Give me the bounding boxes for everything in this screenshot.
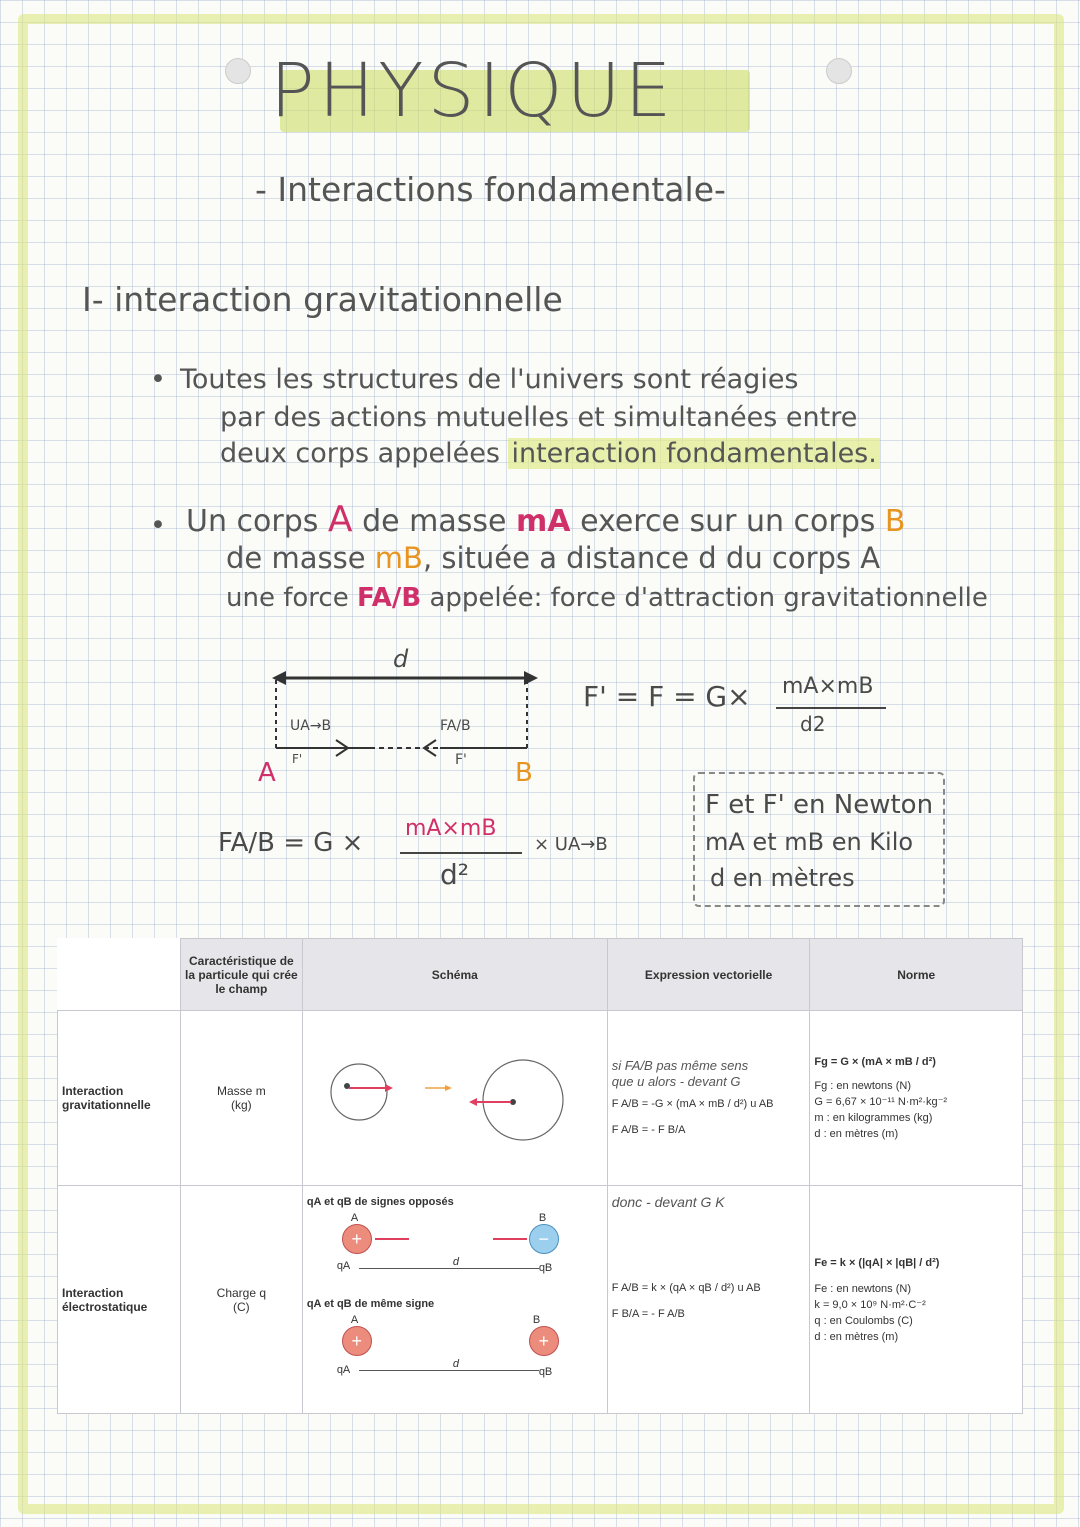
schema-opposite <box>307 1210 603 1290</box>
norm-elec-formula: Fe = k × (|qA| × |qB| / d²) <box>814 1256 940 1269</box>
hand-note-grav2: que u alors - devant G <box>611 1074 741 1089</box>
diagram-d-label: d <box>393 645 409 673</box>
label-d: d <box>452 1358 459 1370</box>
formula1-bar <box>776 707 886 709</box>
norm-elec-l1: Fe : en newtons (N) <box>814 1282 911 1295</box>
label-qa: qA <box>336 1260 351 1272</box>
table-row <box>58 1186 1023 1414</box>
units-note-line2: mA et mB en Kilo <box>705 828 914 856</box>
mass-b <box>483 1060 563 1140</box>
charge-b-positive: + <box>529 1326 559 1356</box>
label-d: d <box>452 1256 459 1268</box>
bullet2-line1 <box>186 499 906 540</box>
table-header-row <box>58 939 1023 1011</box>
header-norm: Norme <box>810 939 1023 1011</box>
diagram-fprime-left: F' <box>292 752 303 766</box>
bullet2-FAB: FA/B <box>356 583 422 613</box>
expr-elec1: F A/B = k × (qA × qB / d²) u AB <box>611 1282 761 1294</box>
diagram-fprime-right: F' <box>455 752 467 768</box>
reference-table <box>57 938 1023 1414</box>
formula2-numerator: mA×mB <box>405 816 497 841</box>
arrow-icon <box>469 1098 477 1106</box>
row-name-grav: Interaction gravitationnelle <box>58 1011 181 1186</box>
cell-expr-grav <box>607 1011 810 1186</box>
char-elec-unit: (C) <box>233 1299 250 1314</box>
label-b: B <box>532 1314 541 1326</box>
header-characteristic: Caractéristique de la particule qui crée le champ <box>180 939 302 1011</box>
cell-norm-elec <box>810 1186 1023 1414</box>
arrow-left-icon <box>272 671 286 685</box>
label-qa: qA <box>336 1364 351 1376</box>
norm-elec-l2: k = 9,0 × 10⁹ N·m²·C⁻² <box>814 1298 926 1311</box>
diagram-fab-label: FA/B <box>440 718 471 734</box>
table-row <box>58 1011 1023 1186</box>
char-grav: Masse m <box>217 1084 266 1098</box>
bullet1-line2: par des actions mutuelles et simultanées entre <box>220 402 858 433</box>
expr-grav2: F A/B = - F B/A <box>611 1124 686 1136</box>
punch-hole-icon <box>826 58 852 84</box>
punch-hole-icon <box>225 58 251 84</box>
charge-a-positive: + <box>342 1326 372 1356</box>
mass-a <box>331 1064 387 1120</box>
bullet1-line3 <box>220 436 880 472</box>
charge-a-positive: + <box>342 1224 372 1254</box>
label-same-sign: qA et qB de même signe <box>306 1298 435 1310</box>
label-b: B <box>538 1212 547 1224</box>
bullet2-text: exerce sur un corps <box>580 504 876 539</box>
bullet2-text: une force <box>226 583 349 613</box>
bullet2-mB: mB <box>374 541 423 575</box>
row-name-elec: Interaction électrostatique <box>58 1186 181 1414</box>
bullet-dot: • <box>150 364 166 395</box>
header-expression: Expression vectorielle <box>607 939 810 1011</box>
section-heading: I- interaction gravitationnelle <box>82 280 563 319</box>
units-note-line3: d en mètres <box>710 864 855 892</box>
norm-grav-l3: m : en kilogrammes (kg) <box>814 1112 933 1124</box>
bullet1-line1: Toutes les structures de l'univers sont réagies <box>180 364 799 395</box>
force-arrow <box>493 1238 527 1240</box>
units-note-line1: F et F' en Newton <box>705 790 934 820</box>
bullet1-line3-text: deux corps appelées <box>220 438 509 469</box>
norm-elec-l3: q : en Coulombs (C) <box>814 1314 913 1327</box>
expr-elec2: F B/A = - F A/B <box>611 1308 685 1320</box>
cell-norm-grav <box>810 1011 1023 1186</box>
bullet2-text: de masse <box>362 504 507 539</box>
cell-schema-grav <box>302 1011 607 1186</box>
formula2-right: × UA→B <box>534 834 608 855</box>
distance-line <box>359 1268 539 1269</box>
bullet2-A: A <box>327 499 353 540</box>
cell-char-elec <box>180 1186 302 1414</box>
bullet2-text: de masse <box>226 541 366 575</box>
label-qb: qB <box>538 1366 553 1378</box>
bullet2-text: Un corps <box>186 504 319 539</box>
formula2-bar <box>400 852 522 854</box>
label-a: A <box>350 1314 359 1326</box>
table-corner <box>58 939 181 1011</box>
norm-grav-l4: d : en mètres (m) <box>814 1128 899 1140</box>
cell-char-grav <box>180 1011 302 1186</box>
bullet2-line3 <box>226 580 988 616</box>
header-schema: Schéma <box>302 939 607 1011</box>
label-qb: qB <box>538 1262 553 1274</box>
distance-line <box>359 1370 539 1371</box>
force-arrow <box>375 1238 409 1240</box>
bullet2-line2 <box>226 540 880 576</box>
diagram-uab-label: UA→B <box>290 718 332 734</box>
page-title: PHYSIQUE <box>270 48 676 134</box>
schema-grav <box>307 1042 602 1152</box>
label-opposite-signs: qA et qB de signes opposés <box>306 1196 454 1208</box>
hand-note-elec: donc - devant G K <box>611 1194 725 1210</box>
bullet2-text: , située a distance d du corps A <box>422 541 881 575</box>
char-elec: Charge q <box>216 1285 267 1300</box>
bullet2-mA: mA <box>516 504 571 539</box>
formula1-left: F' = F = G× <box>583 680 751 713</box>
arrow-icon <box>385 1084 393 1092</box>
norm-grav-formula: Fg = G × (mA × mB / d²) <box>814 1056 936 1068</box>
cell-expr-elec <box>607 1186 810 1414</box>
formula1-numerator: mA×mB <box>782 674 874 699</box>
norm-elec-l4: d : en mètres (m) <box>814 1330 899 1343</box>
diagram-point-a: A <box>258 758 276 788</box>
charge-b-negative: − <box>529 1224 559 1254</box>
formula1-denominator: d2 <box>800 712 826 736</box>
bullet1-keyword: interaction fondamentales. <box>508 438 879 469</box>
page-subtitle: - Interactions fondamentale- <box>255 170 726 209</box>
char-grav-unit: (kg) <box>231 1098 252 1112</box>
norm-grav-l1: Fg : en newtons (N) <box>814 1080 911 1092</box>
formula2-denominator: d² <box>440 858 469 891</box>
label-a: A <box>350 1212 359 1224</box>
hand-note-grav1: si FA/B pas même sens <box>611 1058 749 1073</box>
arrow-icon <box>445 1085 452 1091</box>
expr-grav1: F A/B = -G × (mA × mB / d²) u AB <box>611 1098 774 1110</box>
bullet-dot: • <box>150 510 166 541</box>
schema-same <box>307 1312 603 1382</box>
norm-grav-l2: G = 6,67 × 10⁻¹¹ N·m²·kg⁻² <box>814 1096 948 1108</box>
bullet2-B: B <box>884 504 906 539</box>
cell-schema-elec <box>302 1186 607 1414</box>
formula2-left: FA/B = G × <box>218 828 364 858</box>
diagram-point-b: B <box>515 758 533 788</box>
bullet2-text: appelée: force d'attraction gravitationnelle <box>429 583 988 613</box>
